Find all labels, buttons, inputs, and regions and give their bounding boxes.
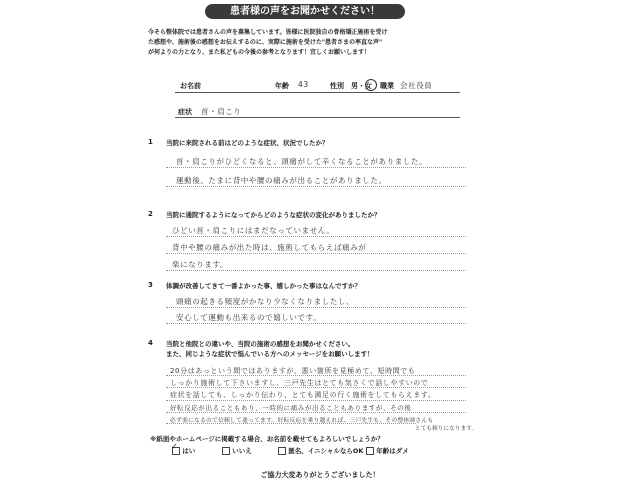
intro-line: た感想や、施術後の感想をお伝えするのに、実際に施術を受けた"患者さまの率直な声" <box>148 39 383 46</box>
sex-selected-circle <box>365 79 377 91</box>
rule-line <box>166 387 466 388</box>
footer-thanks: ご協力大変ありがとうございました！ <box>260 471 380 479</box>
answer-line: 背中や腰の痛みが出た時は、施術してもらえば痛みが <box>172 243 367 252</box>
answer-line: 20分はあっという間ではありますが、悪い箇所を見極めて、短時間でも <box>170 367 416 375</box>
rule-line <box>166 412 466 413</box>
rule-line <box>166 167 466 168</box>
question-number: 4 <box>148 339 153 347</box>
rule-line <box>166 186 466 187</box>
consent-option-no[interactable] <box>222 446 252 455</box>
answer-line: 症状を話しても、しっかり伝わり、とても満足の行く施術をしてもらえます。 <box>170 391 436 399</box>
checkbox[interactable] <box>278 447 286 455</box>
job-value: 会社役員 <box>400 81 433 90</box>
consent-text: ※紙面やホームページに掲載する場合、お名前を載せてもよろしいでしょうか？ <box>150 435 384 443</box>
consent-option-no-age[interactable] <box>366 446 409 455</box>
answer-line: 運動後、たまに背中や腰の痛みが出ることがありました。 <box>176 176 387 185</box>
sex-options: 男・女 <box>351 82 372 90</box>
intro-line: が何よりの力となり、また私どもの今後の参考となります！宜しくお願いします！ <box>148 49 371 56</box>
symptom-underline <box>175 117 460 118</box>
question-text: 当院と他院との違いや、当院の施術の感想をお聞かせください。 <box>166 340 355 348</box>
question-text: 当院に来院される前はどのような症状、状況でしたか？ <box>166 139 329 147</box>
rule-line <box>166 423 416 424</box>
question-number: 3 <box>148 281 153 289</box>
rule-line <box>166 253 466 254</box>
intro-text <box>148 28 508 58</box>
symptom-value: 首・肩こり <box>201 107 242 116</box>
answer-line: 頭痛の起きる頻度がかなり少なくなりましたし、 <box>176 297 355 306</box>
name-label: お名前 <box>180 82 201 90</box>
check-mark-icon: ✓ <box>171 442 178 451</box>
rule-line <box>166 270 466 271</box>
answer-line: しっかり施術して下さいますし、三戸先生はとても気さくで話しやすいので <box>170 379 429 387</box>
consent-question: 紙面やホームページに掲載する場合、お名前を載せてもよろしいでしょうか？ <box>156 435 384 443</box>
answer-line: 首・肩こりがひどくなると、頭痛がして辛くなることがありました。 <box>176 157 428 166</box>
checkbox[interactable] <box>222 447 230 455</box>
option-label: 年齢はダメ <box>376 447 409 455</box>
rule-line <box>166 375 466 376</box>
option-label: いいえ <box>232 447 252 455</box>
option-label: 匿名、イニシャルならOK <box>288 447 364 455</box>
question-text: 当院に通院するようになってからどのような症状の変化がありましたか？ <box>166 211 381 219</box>
answer-line: 楽になります。 <box>172 260 229 269</box>
page-title: 患者様の声をお聞かせください！ <box>205 4 405 19</box>
answer-line: とても頼りになります。 <box>415 426 478 432</box>
rule-line <box>166 323 466 324</box>
answer-line: 好転反応が出ることもあり、一時的に痛みが出ることもありますが、その後 <box>170 404 412 412</box>
age-label: 年齢 <box>275 82 289 90</box>
answer-line: 必ず楽になるので信頼して通ってます。好転反応を乗り越えれば、三戸先生も、その整体師さんも <box>170 418 434 424</box>
consent-option-anonymous[interactable] <box>278 446 363 455</box>
question-number: 2 <box>148 210 153 218</box>
checkbox[interactable] <box>366 447 374 455</box>
intro-line: 今そら整体院では患者さんの声を募集しています。皆様に医院独自の骨格矯正施術を受け <box>148 29 388 36</box>
rule-line <box>166 307 466 308</box>
rule-line <box>166 400 466 401</box>
question-number: 1 <box>148 138 153 146</box>
option-label: はい <box>182 447 196 455</box>
question-text-line2: また、同じような症状で悩んでいる方へのメッセージをお願いします！ <box>166 350 374 358</box>
rule-line <box>166 236 466 237</box>
age-value: 43 <box>298 80 309 89</box>
job-label: 職業 <box>380 82 394 90</box>
profile-underline <box>175 92 460 93</box>
question-text: 体調が改善してきて一番よかった事、嬉しかった事はなんですか？ <box>166 282 361 290</box>
sex-label: 性別 <box>330 82 344 90</box>
answer-line: ひどい首・肩こりにはまだなっていません。 <box>172 226 335 235</box>
symptom-label: 症状 <box>178 108 192 116</box>
answer-line: 安心して運動も出来るので嬉しいです。 <box>176 313 322 322</box>
